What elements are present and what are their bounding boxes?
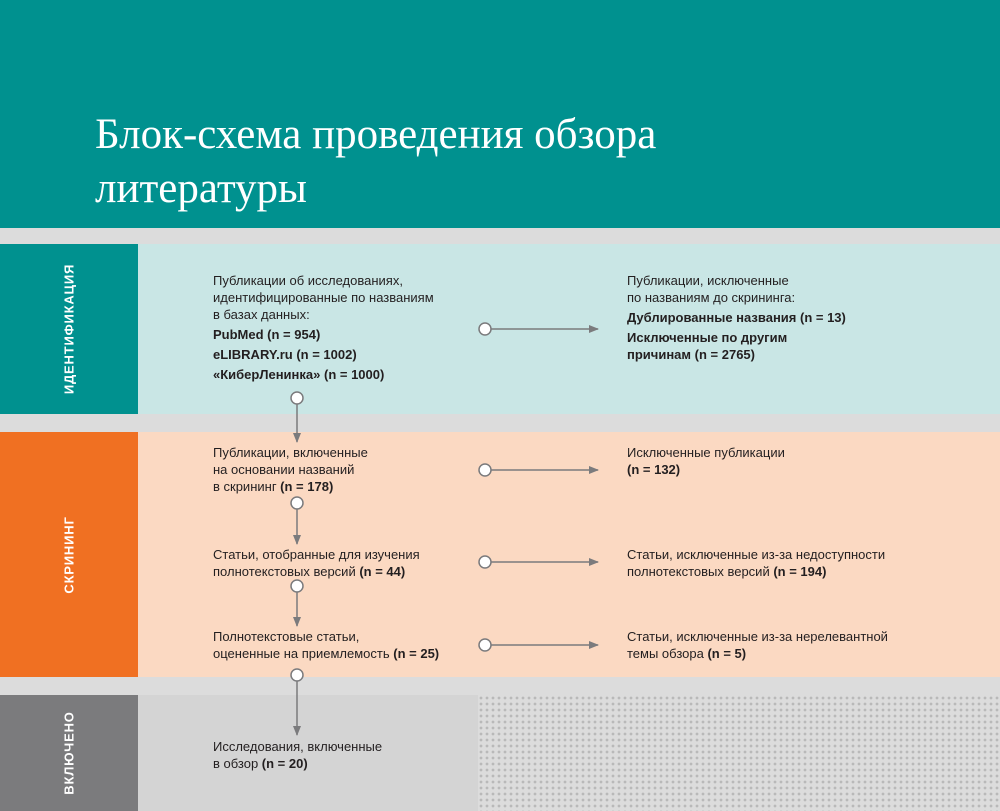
arrow-screen3-right: [479, 639, 598, 651]
text-line: Статьи, отобранные для изучения: [213, 547, 420, 562]
irrelevant-count: (n = 5): [707, 646, 747, 661]
db-cyberleninka-count: (n = 1000): [320, 367, 385, 382]
db-elibrary-count: (n = 1002): [292, 347, 357, 362]
arrow-down-2: [291, 497, 303, 544]
arrow-down-3: [291, 580, 303, 626]
arrow-down-1: [291, 392, 303, 442]
text-line: по названиям до скрининга:: [627, 290, 796, 305]
text-line: на основании названий: [213, 462, 355, 477]
arrow-start-circle: [291, 669, 303, 681]
text-line: темы обзора: [627, 646, 708, 661]
other-reasons-label: Исключенные по другим: [627, 330, 788, 345]
arrow-screen2-right: [479, 556, 598, 568]
eligibility-count: (n = 25): [393, 646, 440, 661]
section-label-included: ВКЛЮЧЕНО: [61, 711, 77, 795]
db-cyberleninka: «КиберЛенинка»: [213, 367, 321, 382]
arrow-start-circle: [291, 580, 303, 592]
text-line: Исключенные публикации: [627, 445, 785, 460]
text-line: Публикации, включенные: [213, 445, 368, 460]
other-reasons-count: (n = 2765): [691, 347, 755, 362]
db-pubmed-count: (n = 954): [263, 327, 321, 342]
text-line: Полнотекстовые статьи,: [213, 629, 360, 644]
arrow-start-circle: [479, 639, 491, 651]
section-label-screening: СКРИНИНГ: [61, 515, 77, 594]
db-pubmed: PubMed: [213, 327, 264, 342]
text-line: в скрининг: [213, 479, 281, 494]
arrow-screen1-right: [479, 464, 598, 476]
text-line: идентифицированные по названиям: [213, 290, 434, 305]
arrow-start-circle: [479, 556, 491, 568]
duplicates-count: (n = 13): [796, 310, 846, 325]
arrow-start-circle: [291, 392, 303, 404]
text-line: в базах данных:: [213, 307, 310, 322]
excluded-count: (n = 132): [627, 462, 681, 477]
text-line: Статьи, исключенные из-за нерелевантной: [627, 629, 888, 644]
fulltext-count: (n = 44): [359, 564, 406, 579]
text-line: оцененные на приемлемость: [213, 646, 394, 661]
included-count: (n = 20): [261, 756, 308, 771]
text-line: в обзор: [213, 756, 262, 771]
unavailable-count: (n = 194): [773, 564, 827, 579]
arrow-ident-right: [479, 323, 598, 335]
duplicates-label: Дублированные названия: [627, 310, 797, 325]
screening-count: (n = 178): [280, 479, 334, 494]
text-line: полнотекстовых версий: [213, 564, 360, 579]
arrow-start-circle: [479, 323, 491, 335]
section-label-identification: ИДЕНТИФИКАЦИЯ: [61, 263, 77, 395]
text-line: Публикации об исследованиях,: [213, 273, 403, 288]
other-reasons-label-2: причинам: [627, 347, 692, 362]
text-line: Статьи, исключенные из-за недоступности: [627, 547, 886, 562]
text-line: Публикации, исключенные: [627, 273, 789, 288]
text-line: Исследования, включенные: [213, 739, 383, 754]
title-line-2: литературы: [95, 165, 307, 212]
arrow-down-4: [291, 669, 303, 735]
arrow-start-circle: [291, 497, 303, 509]
text-line: полнотекстовых версий: [627, 564, 774, 579]
title-line-1: Блок-схема проведения обзора: [95, 111, 657, 158]
arrow-start-circle: [479, 464, 491, 476]
db-elibrary: eLIBRARY.ru: [213, 347, 293, 362]
